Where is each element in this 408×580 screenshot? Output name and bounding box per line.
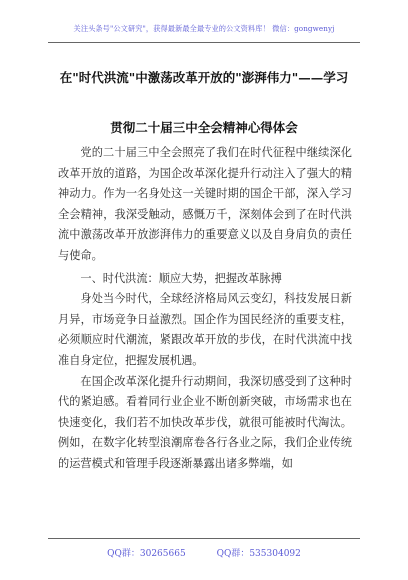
document-title-line-2: 贯彻二十届三中全会精神心得体会 bbox=[110, 120, 298, 135]
footer-qq-group-2: QQ群：535304092 bbox=[216, 549, 301, 559]
footer-divider bbox=[48, 538, 360, 539]
document-body bbox=[58, 143, 352, 475]
header-divider bbox=[48, 42, 360, 43]
paragraph-reform-action: 在国企改革深化提升行动期间，我深切感受到了这种时代的紧迫感。看着同行业企业不断创新突破，市场需求也在快速变化，我们若不加快改革步伐，就很可能被时代淘汰。例如，在数字化转型浪潮席卷各行各业之际，我们企业传统的运营模式和管理手段逐渐暴露出诸多弊端，如 bbox=[58, 374, 352, 470]
section-heading-1: 一、时代洪流：顺应大势，把握改革脉搏 bbox=[80, 271, 282, 285]
footer-qq-group-1: QQ群：30265665 bbox=[107, 549, 186, 559]
header-note: 关注头条号"公文研究"，获得最新最全最专业的公文资料库！ 微信：gongwenyj bbox=[73, 24, 335, 33]
paragraph-intro: 党的二十届三中全会照亮了我们在时代征程中继续深化改革开放的道路，为国企改革深化提升行动注入了强大的精神动力。作为一名身处这一关键时期的国企干部，深入学习全会精神，我深受触动，感慨万千，深刻体会到了在时代洪流中激荡改革开放澎湃伟力的重要意义以及自身肩负的责任与使命。 bbox=[58, 146, 352, 262]
footer bbox=[0, 546, 408, 559]
document-title-line-1: 在"时代洪流"中激荡改革开放的"澎湃伟力"——学习 bbox=[59, 70, 349, 85]
paragraph-era: 身处当今时代，全球经济格局风云变幻，科技发展日新月异，市场竞争日益激烈。国企作为国民经济的重要支柱，必须顺应时代潮流，紧跟改革开放的步伐，在时代洪流中找准自身定位，把握发展机遇。 bbox=[58, 292, 352, 367]
